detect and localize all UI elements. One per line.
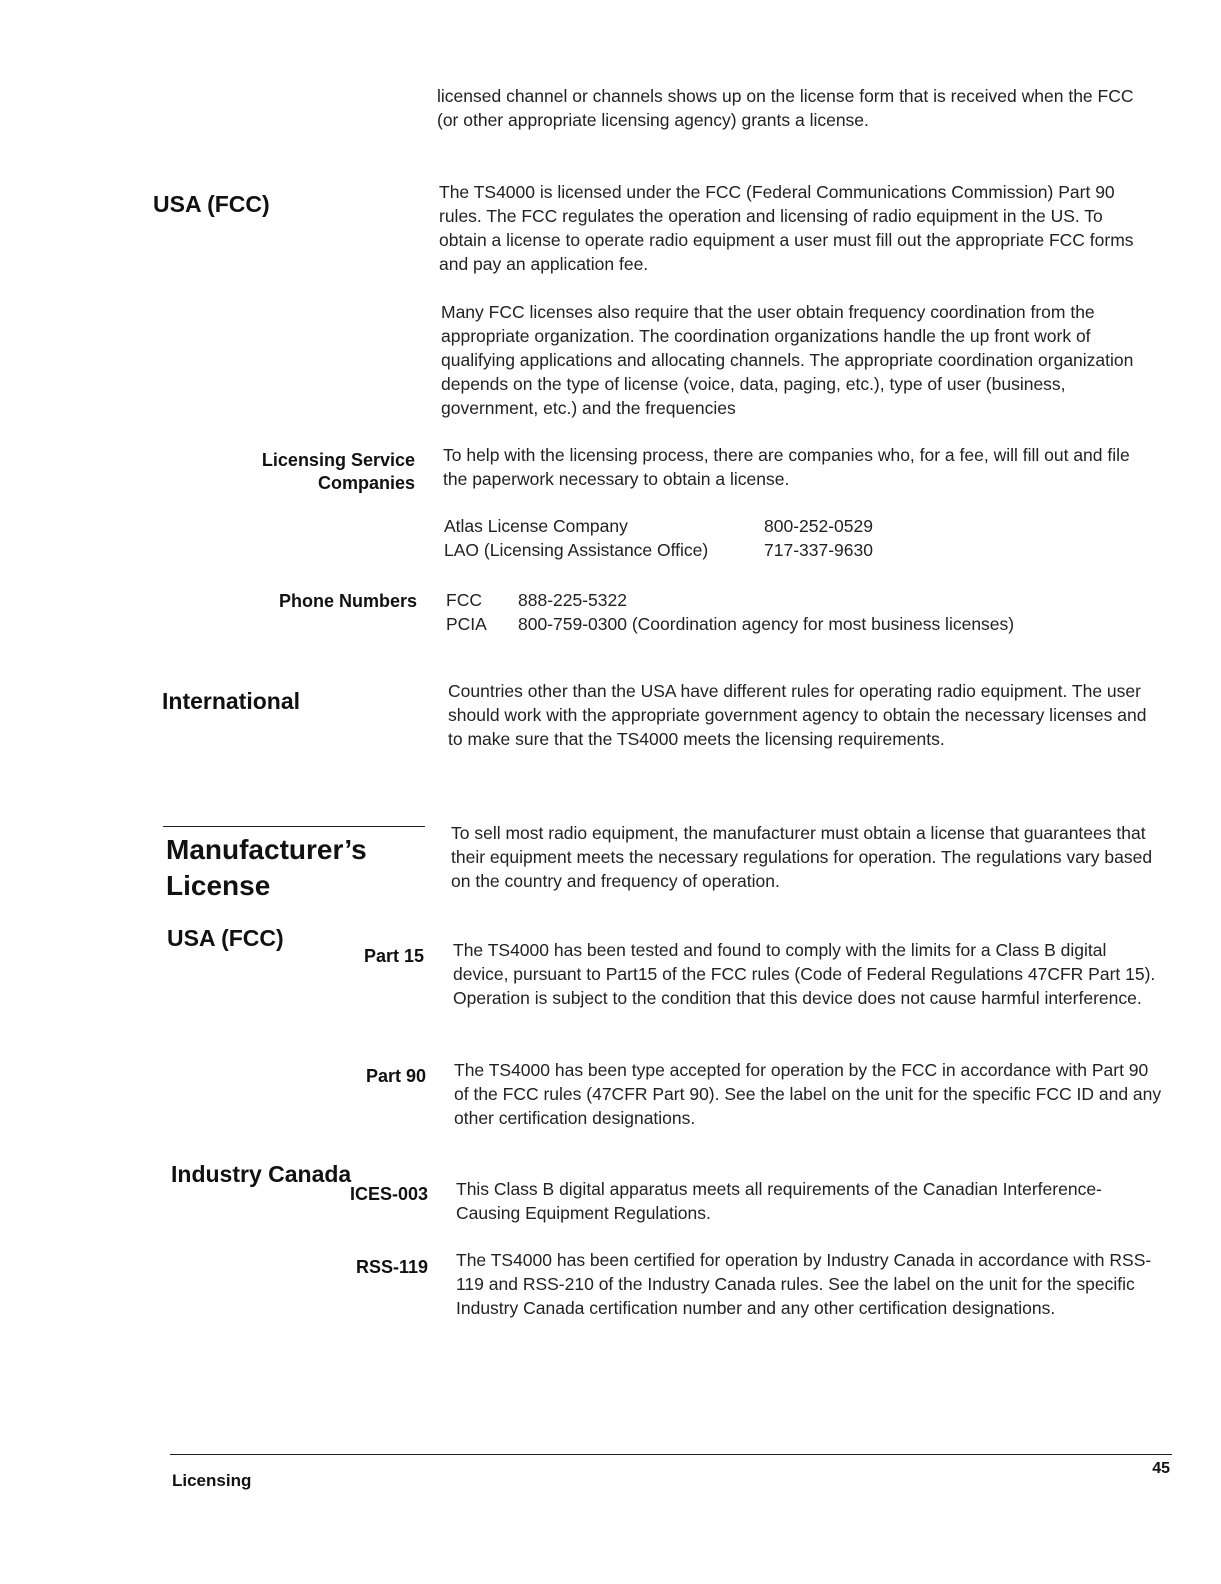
rss-119-label: RSS-119 xyxy=(355,1257,428,1277)
footer-section-label: Licensing xyxy=(172,1471,252,1490)
part-90-label: Part 90 xyxy=(365,1066,426,1086)
label-line-2: Companies xyxy=(317,473,415,493)
licensing-service-companies-label xyxy=(200,449,415,495)
phone-numbers-label: Phone Numbers xyxy=(278,591,417,611)
rss-119-paragraph: The TS4000 has been certified for operation by Industry Canada in accordance with RSS-119 and RSS-210 of the Industry Canada rules. See the label on the unit for the specific Industry Canada certification number and any other certification designations. xyxy=(456,1250,1152,1318)
company-list xyxy=(444,514,904,562)
page-number: 45 xyxy=(1152,1460,1170,1477)
part-15-label: Part 15 xyxy=(363,946,424,966)
phone-org: PCIA xyxy=(446,614,487,634)
ices-003-label: ICES-003 xyxy=(349,1184,428,1204)
label-line-1: Licensing Service xyxy=(261,450,415,470)
licensing-services-paragraph: To help with the licensing process, there are companies who, for a fee, will fill out and file the paperwork necessary to obtain a license. xyxy=(443,445,1130,489)
industry-canada-heading: Industry Canada xyxy=(171,1161,352,1187)
company-row xyxy=(444,514,904,538)
company-row xyxy=(444,538,904,562)
phone-number-list xyxy=(446,588,1166,636)
part-15-paragraph: The TS4000 has been tested and found to comply with the limits for a Class B digital device, pursuant to Part15 of the FCC rules (Code of Federal Regulations 47CFR Part 15). Operation is subject to the condition that this device does not cause harmful interference. xyxy=(453,940,1156,1008)
footer-rule xyxy=(170,1454,1172,1455)
usa-fcc-paragraph-1: The TS4000 is licensed under the FCC (Federal Communications Commission) Part 90 rules. The FCC regulates the operation and licensing of radio equipment in the US. To obtain a license to operate radio equipment a user must fill out the appropriate FCC forms and pay an application fee. xyxy=(439,182,1134,274)
part-90-paragraph: The TS4000 has been type accepted for operation by the FCC in accordance with Part 90 of the FCC rules (47CFR Part 90). See the label on the unit for the specific FCC ID and any other certification designations. xyxy=(454,1060,1162,1128)
section-divider xyxy=(163,826,425,827)
company-name: LAO (Licensing Assistance Office) xyxy=(444,540,709,560)
phone-number: 800-759-0300 (Coordination agency for most business licenses) xyxy=(518,614,1015,634)
heading-line-2: License xyxy=(166,870,271,901)
manufacturers-license-heading xyxy=(166,832,367,904)
company-phone: 800-252-0529 xyxy=(764,516,873,536)
intro-paragraph: licensed channel or channels shows up on the license form that is received when the FCC (or other appropriate licensing agency) grants a license. xyxy=(437,86,1134,130)
usa-fcc-2-heading: USA (FCC) xyxy=(167,925,284,951)
international-heading: International xyxy=(162,688,301,714)
usa-fcc-heading: USA (FCC) xyxy=(153,191,270,217)
phone-number: 888-225-5322 xyxy=(518,590,627,610)
usa-fcc-paragraph-2: Many FCC licenses also require that the user obtain frequency coordination from the appropriate organization. The coordination organizations handle the up front work of qualifying applications and allocating channels. The appropriate coordination organization depends on the type of license (voice, data, paging, etc.), type of user (business, government, etc.) and the frequencies xyxy=(441,302,1134,418)
company-phone: 717-337-9630 xyxy=(764,540,873,560)
manufacturers-license-paragraph: To sell most radio equipment, the manufacturer must obtain a license that guarantees that their equipment meets the necessary regulations for operation. The regulations vary based on the country and frequency of operation. xyxy=(451,823,1153,891)
international-paragraph: Countries other than the USA have different rules for operating radio equipment. The user should work with the appropriate government agency to obtain the necessary licenses and to make sure that the TS4000 meets the licensing requirements. xyxy=(448,681,1147,749)
company-name: Atlas License Company xyxy=(444,516,628,536)
phone-row xyxy=(446,588,1166,612)
phone-org: FCC xyxy=(446,590,482,610)
phone-row xyxy=(446,612,1166,636)
ices-003-paragraph: This Class B digital apparatus meets all requirements of the Canadian Interference-Causing Equipment Regulations. xyxy=(456,1179,1102,1223)
heading-line-1: Manufacturer’s xyxy=(166,834,367,865)
